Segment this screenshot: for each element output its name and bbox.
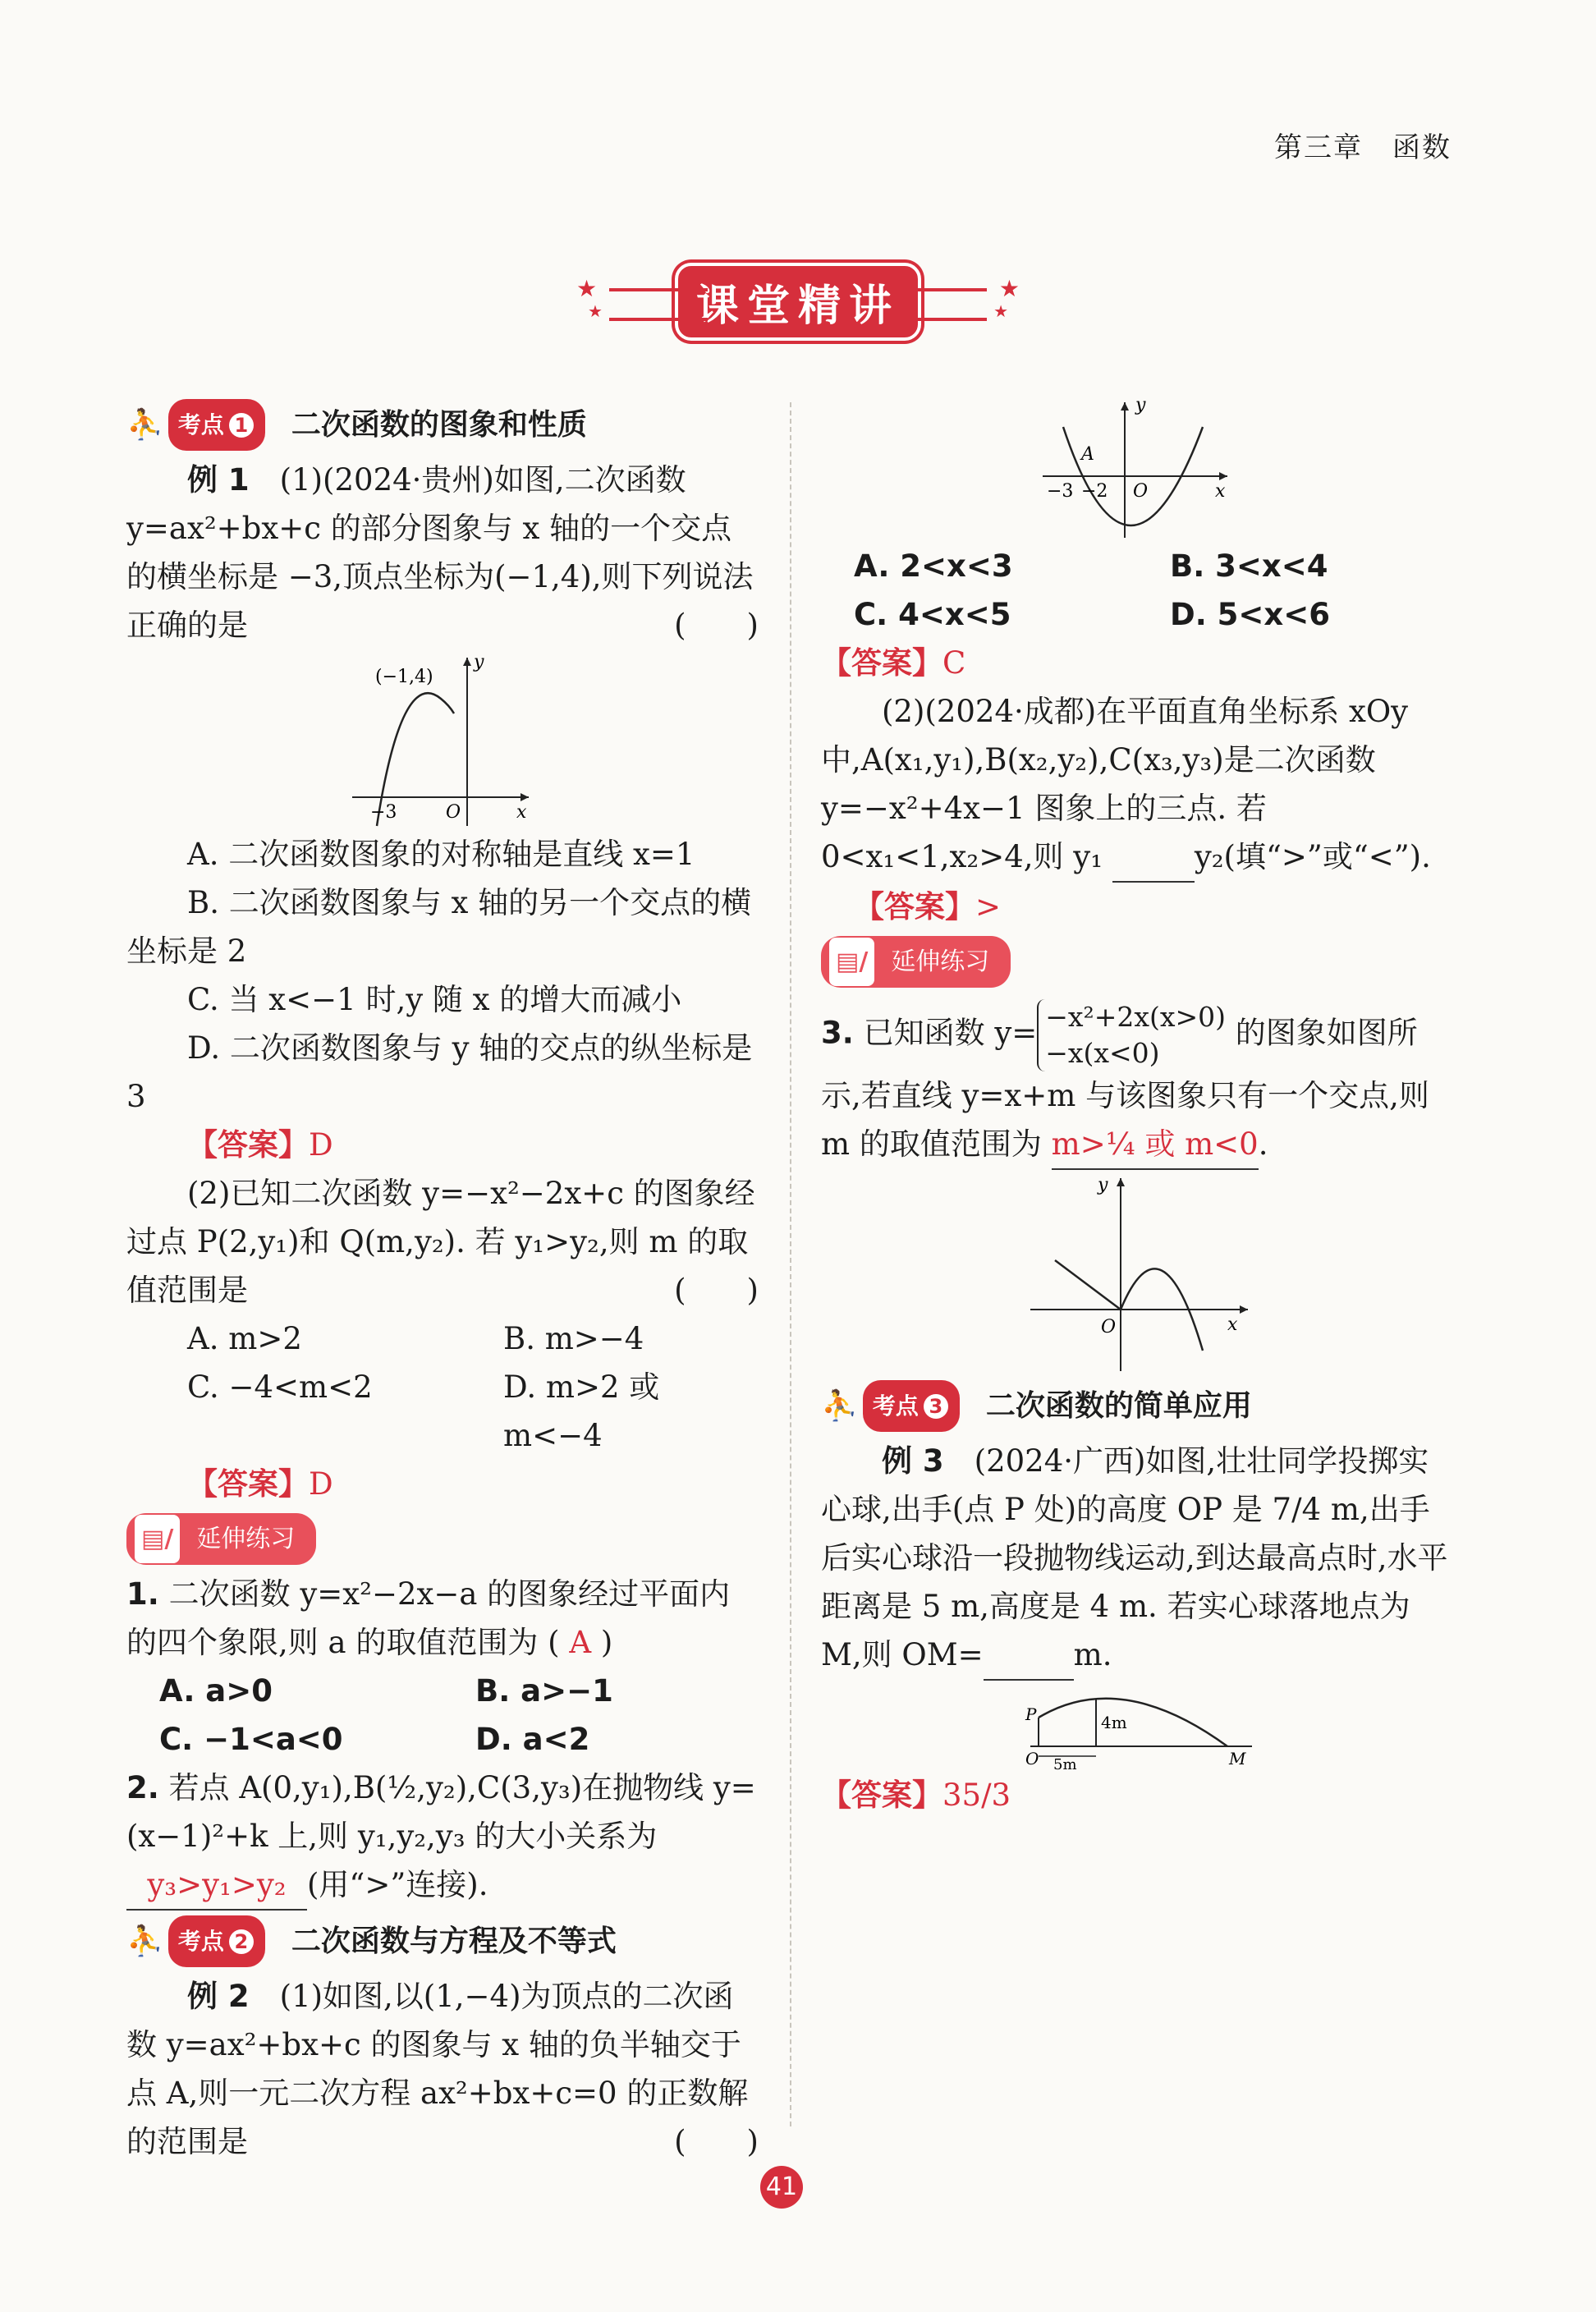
- piecewise-case-2: −x(x<0): [1045, 1037, 1160, 1069]
- question-2: 2. 若点 A(0,y₁),B(½,y₂),C(3,y₃)在抛物线 y=(x−1)²+k 上,则 y₁,y₂,y₃ 的大小关系为y₃>y₁>y₂ (用“>”连接).: [126, 1764, 759, 1911]
- height-label: 4m: [1101, 1713, 1127, 1732]
- answer-3: 【答案】C: [821, 645, 966, 681]
- answer-5: 【答案】35/3: [821, 1778, 1011, 1813]
- option-a: A. 二次函数图象的对称轴是直线 x=1: [187, 837, 695, 872]
- option-c: C. −1<a<0: [159, 1722, 343, 1757]
- section-banner: [576, 267, 1020, 336]
- option-c: C. −4<m<2: [187, 1369, 373, 1405]
- x-intercept-label: −3: [370, 802, 397, 823]
- chapter-header: 第三章 函数: [1274, 131, 1452, 164]
- example-2-part-2: (2)(2024·成都)在平面直角坐标系 xOy 中,A(x₁,y₁),B(x₂,y₂),C(x₃,y₃)是二次函数 y=−x²+4x−1 图象上的三点. 若 0<x₁<1,x₂>4,则 y₁ y₂(填“>”或“<”).: [821, 687, 1453, 883]
- point-o-label: O: [1025, 1749, 1039, 1768]
- option-d: D. 5<x<6: [1170, 597, 1331, 632]
- axis-y-label: y: [1098, 1175, 1108, 1195]
- axis-y-label: y: [1135, 395, 1146, 415]
- answer-2: 【答案】D: [187, 1466, 333, 1502]
- answer-blank: m>¼ 或 m<0: [1052, 1120, 1259, 1170]
- column-divider: [790, 402, 791, 2126]
- example-1-part-1: 例 1 (1)(2024·贵州)如图,二次函数 y=ax²+bx+c 的部分图象与 x 轴的一个交点的横坐标是 −3,顶点坐标为(−1,4),则下列说法正确的是 ( ): [126, 462, 759, 643]
- figure-shot-put: [1014, 1681, 1260, 1771]
- option-a: A. 2<x<3: [854, 548, 1013, 584]
- figure-parabola-1: [344, 649, 541, 830]
- option-b: B. 3<x<4: [1170, 548, 1328, 584]
- axis-x-label: x: [1215, 481, 1226, 502]
- runner-icon: ⛹: [821, 1389, 858, 1423]
- origin-label: O: [1101, 1317, 1117, 1337]
- point-p-label: P: [1025, 1704, 1037, 1724]
- right-column: [821, 394, 1453, 1819]
- extension-practice-label: ▤/ 延伸练习: [126, 1513, 316, 1565]
- key-point-title: 二次函数与方程及不等式: [291, 1924, 617, 1958]
- option-d: D. a<2: [475, 1722, 590, 1757]
- key-point-1: [126, 399, 759, 451]
- banner-line-left: [609, 288, 708, 321]
- key-point-badge: 考点 3: [863, 1380, 960, 1432]
- origin-label: O: [446, 802, 461, 823]
- star-icon: ★: [993, 301, 1008, 321]
- origin-label: O: [1133, 481, 1149, 502]
- key-point-badge: 考点 2: [168, 1915, 265, 1967]
- option-b: B. a>−1: [475, 1673, 613, 1709]
- option-b: B. m>−4: [503, 1321, 644, 1356]
- example-3: 例 3 (2024·广西)如图,壮壮同学投掷实心球,出手(点 P 处)的高度 OP 是 7/4 m,出手后实心球沿一段抛物线运动,到达最高点时,水平距离是 5 m,高度是 4 m. 若实心球落地点为 M,则 OM= m.: [821, 1437, 1453, 1681]
- example-1-part-2: (2)已知二次函数 y=−x²−2x+c 的图象经过点 P(2,y₁)和 Q(m,y₂). 若 y₁>y₂,则 m 的取值范围是 ( ): [126, 1176, 759, 1308]
- answer-blank: y₃>y₁>y₂: [126, 1860, 307, 1911]
- runner-icon: ⛹: [126, 408, 163, 442]
- option-c: C. 4<x<5: [854, 597, 1011, 632]
- piecewise-case-1: −x²+2x(x>0): [1045, 1001, 1227, 1033]
- option-a: A. m>2: [187, 1321, 302, 1356]
- key-point-title: 二次函数的图象和性质: [291, 408, 587, 442]
- answer-4: 【答案】>: [854, 889, 1002, 924]
- answer-1: 【答案】D: [187, 1127, 333, 1163]
- banner-title: 课堂精讲: [675, 263, 921, 341]
- figure-parabola-2: [1039, 394, 1236, 542]
- example-2: 例 2 (1)如图,以(1,−4)为顶点的二次函数 y=ax²+bx+c 的图象与 x 轴的负半轴交于点 A,则一元二次方程 ax²+bx+c=0 的正数解的范围是 ( ): [126, 1979, 759, 2159]
- extension-practice-label: ▤/ 延伸练习: [821, 936, 1011, 988]
- answer-blank: [1112, 833, 1195, 883]
- question-1-options: [126, 1667, 759, 1764]
- question-3: 3. 已知函数 y= −x²+2x(x>0) −x(x<0) 的图象如图所示,若直线 y=x+m 与该图象只有一个交点,则 m 的取值范围为 m>¼ 或 m<0.: [821, 999, 1453, 1170]
- key-point-2: [126, 1915, 759, 1967]
- banner-line-right: [888, 288, 987, 321]
- key-point-badge: 考点 1: [168, 399, 265, 451]
- axis-x-label: x: [516, 802, 527, 823]
- question-1: 1. 二次函数 y=x²−2x−a 的图象经过平面内的四个象限,则 a 的取值范围为 ( A ): [126, 1576, 731, 1660]
- option-c: C. 当 x<−1 时,y 随 x 的增大而减小: [187, 982, 682, 1017]
- option-d: D. m>2 或 m<−4: [503, 1369, 660, 1453]
- left-column: [126, 394, 759, 2166]
- star-icon: ★: [998, 275, 1020, 302]
- page-number: 41: [760, 2166, 803, 2209]
- options-list: [126, 1314, 759, 1460]
- tick-minus-3: −3: [1047, 481, 1074, 502]
- vertex-label: (−1,4): [375, 667, 433, 687]
- point-a-label: A: [1081, 444, 1094, 465]
- example-2-options: [821, 542, 1453, 639]
- star-icon: ★: [576, 275, 598, 302]
- figure-piecewise: [1022, 1170, 1252, 1375]
- point-m-label: M: [1229, 1749, 1246, 1768]
- axis-x-label: x: [1227, 1314, 1238, 1335]
- key-point-title: 二次函数的简单应用: [985, 1389, 1252, 1423]
- tick-minus-2: −2: [1081, 481, 1108, 502]
- star-icon: ★: [588, 301, 603, 321]
- book-icon: ▤/: [829, 938, 874, 986]
- answer-blank: [984, 1631, 1074, 1681]
- option-b: B. 二次函数图象与 x 轴的另一个交点的横坐标是 2: [126, 885, 752, 969]
- runner-icon: ⛹: [126, 1924, 163, 1958]
- key-point-3: [821, 1380, 1453, 1432]
- book-icon: ▤/: [135, 1515, 180, 1563]
- option-d: D. 二次函数图象与 y 轴的交点的纵坐标是 3: [126, 1030, 753, 1114]
- option-a: A. a>0: [159, 1673, 273, 1709]
- axis-y-label: y: [474, 652, 484, 672]
- distance-label: 5m: [1053, 1756, 1077, 1771]
